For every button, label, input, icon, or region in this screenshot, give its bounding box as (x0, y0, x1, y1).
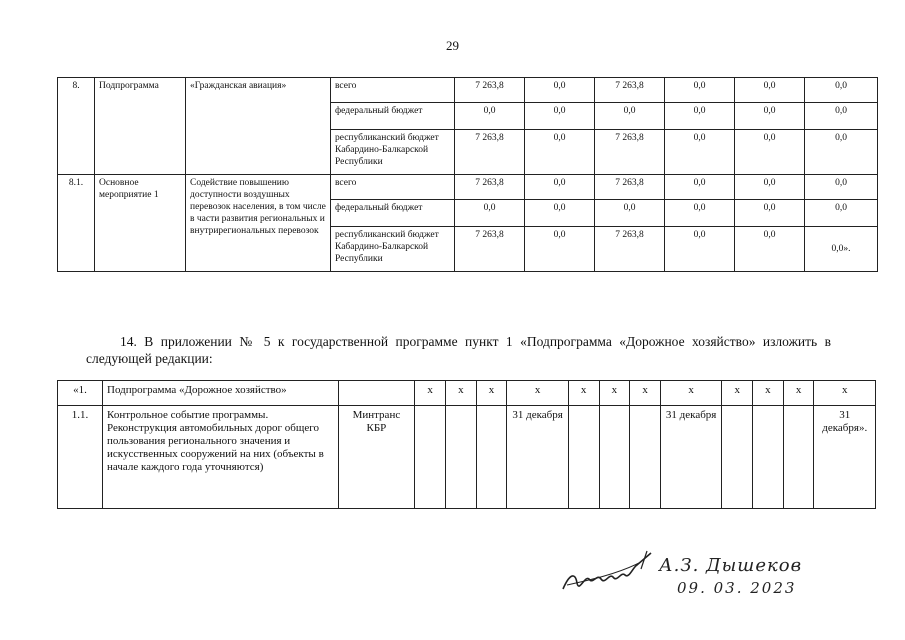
value-cell: 0,0 (525, 175, 595, 200)
value-cell: 0,0 (665, 78, 735, 103)
value-cell: 0,0 (735, 227, 805, 272)
value-cell: 0,0 (525, 227, 595, 272)
value-cell: 0,0 (525, 103, 595, 130)
value-cell: 0,0 (805, 78, 878, 103)
value-cell: 0,0 (665, 200, 735, 227)
value-cell: 0,0 (805, 175, 878, 200)
table-row (58, 406, 876, 509)
value-cell: 7 263,8 (455, 130, 525, 175)
value-cell: 0,0 (525, 78, 595, 103)
value-cell: 0,0 (805, 130, 878, 175)
item-name: Подпрограмма «Дорожное хозяйство» (103, 381, 338, 406)
value-cell: 7 263,8 (595, 130, 665, 175)
value-cell: 0,0 (595, 103, 665, 130)
mark-cell: x (753, 381, 784, 406)
schedule-table (57, 380, 876, 509)
value-cell: 0,0 (735, 200, 805, 227)
value-cell: 0,0 (455, 200, 525, 227)
row-number: 8.1. (58, 175, 95, 272)
table-row (58, 78, 878, 103)
empty-cell (445, 406, 476, 509)
value-cell: 0,0 (735, 175, 805, 200)
table-row (58, 175, 878, 200)
item-name: Содействие повышению доступности воздушных перевозок населения, в том числе в части развития региональных и внутрирегиональных перевозок (186, 175, 331, 272)
value-cell: 7 263,8 (455, 78, 525, 103)
value-cell: 0,0 (735, 78, 805, 103)
deadline-cell: 31 декабря». (814, 406, 876, 509)
value-cell: 0,0 (735, 130, 805, 175)
mark-cell: x (568, 381, 599, 406)
value-cell: 0,0 (665, 175, 735, 200)
amendment-paragraph: 14. В приложении № 5 к государственной программе пункт 1 «Подпрограмма «Дорожное хозяйство» изложить в следующей редакции: (86, 334, 831, 366)
value-cell: 7 263,8 (455, 227, 525, 272)
row-number: 8. (58, 78, 95, 175)
item-name: «Гражданская авиация» (186, 78, 331, 175)
table-row (58, 381, 876, 406)
value-cell: 0,0 (735, 103, 805, 130)
value-cell: 0,0 (665, 103, 735, 130)
value-cell: 0,0». (805, 227, 878, 272)
value-cell: 7 263,8 (595, 78, 665, 103)
value-cell: 0,0 (665, 227, 735, 272)
signatory-name: А.З. Дышеков (659, 555, 803, 576)
signature-date: 09. 03. 2023 (677, 579, 797, 597)
value-cell: 0,0 (805, 200, 878, 227)
value-cell: 0,0 (525, 130, 595, 175)
value-cell: 0,0 (455, 103, 525, 130)
financing-table (57, 77, 878, 272)
value-cell: 7 263,8 (455, 175, 525, 200)
empty-cell (783, 406, 814, 509)
mark-cell: x (630, 381, 661, 406)
mark-cell: x (783, 381, 814, 406)
mark-cell: x (814, 381, 876, 406)
page-number: 29 (446, 38, 459, 53)
funding-source: федеральный бюджет (331, 103, 455, 130)
value-cell: 7 263,8 (595, 175, 665, 200)
empty-cell (568, 406, 599, 509)
item-type: Подпрограмма (95, 78, 186, 175)
funding-source: федеральный бюджет (331, 200, 455, 227)
mark-cell: x (415, 381, 446, 406)
value-cell: 0,0 (595, 200, 665, 227)
empty-cell (599, 406, 630, 509)
empty-cell (753, 406, 784, 509)
mark-cell: x (722, 381, 753, 406)
item-name: Контрольное событие программы. Реконструкция автомобильных дорог общего пользования регионального значения и искусственных сооружений на них (объекты в начале каждого года уточняются) (103, 406, 338, 509)
handwritten-signature (555, 545, 655, 605)
empty-cell (415, 406, 446, 509)
value-cell: 0,0 (805, 103, 878, 130)
executor-cell (338, 381, 415, 406)
mark-cell: x (445, 381, 476, 406)
mark-cell: x (599, 381, 630, 406)
funding-source: республиканский бюджет Кабардино-Балкарской Республики (331, 227, 455, 272)
value-cell: 0,0 (525, 200, 595, 227)
deadline-cell: 31 декабря (660, 406, 721, 509)
item-type: Основное мероприятие 1 (95, 175, 186, 272)
deadline-cell: 31 декабря (507, 406, 568, 509)
row-number: «1. (58, 381, 103, 406)
funding-source: всего (331, 78, 455, 103)
empty-cell (630, 406, 661, 509)
executor-cell: Минтранс КБР (338, 406, 415, 509)
signature-block (555, 545, 845, 605)
empty-cell (722, 406, 753, 509)
value-cell: 7 263,8 (595, 227, 665, 272)
row-number: 1.1. (58, 406, 103, 509)
funding-source: республиканский бюджет Кабардино-Балкарской Республики (331, 130, 455, 175)
mark-cell: x (507, 381, 568, 406)
mark-cell: x (476, 381, 507, 406)
empty-cell (476, 406, 507, 509)
mark-cell: x (660, 381, 721, 406)
funding-source: всего (331, 175, 455, 200)
value-cell: 0,0 (665, 130, 735, 175)
